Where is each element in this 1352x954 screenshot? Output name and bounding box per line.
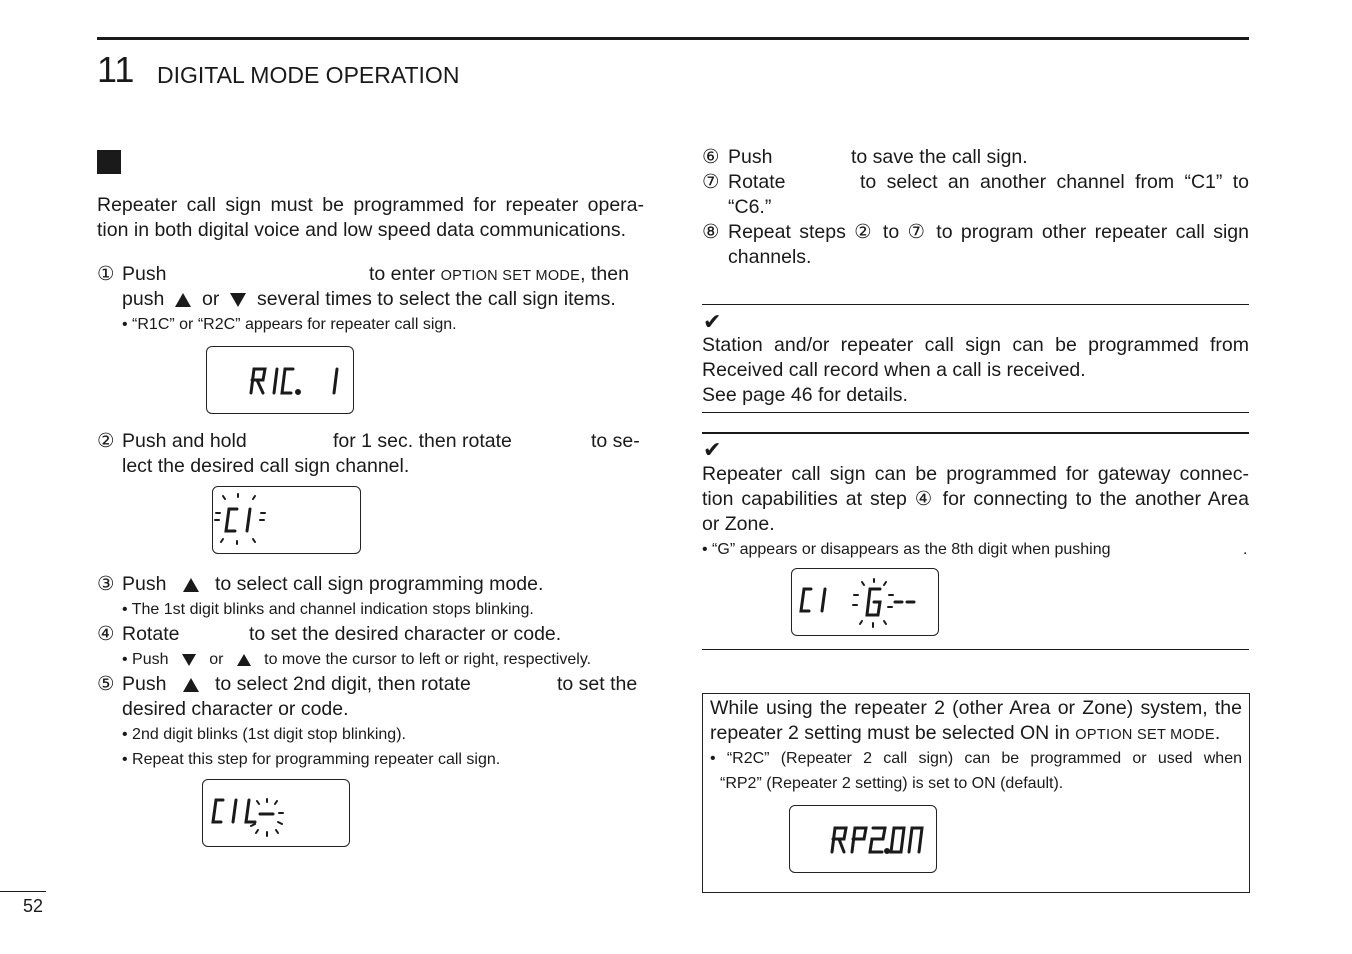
lcd-c1-g-glyphs (792, 569, 938, 635)
option-set-mode-label: OPTION SET MODE (1075, 727, 1215, 743)
box-bullet-1: • “R2C” (Repeater 2 call sign) can be programmed or used when (710, 750, 1242, 767)
down-key-icon (182, 654, 196, 666)
step-2-line-2: lect the desired call sign channel. (122, 455, 410, 477)
chapter-title: DIGITAL MODE OPERATION (157, 62, 460, 88)
up-key-icon (183, 578, 199, 592)
note-2-check-icon: ✔ (703, 437, 722, 462)
step-1-push: Push (122, 263, 167, 285)
note-2-line-2: tion capabilities at step ④ for connecting to the another Area (702, 488, 1249, 510)
step-4-number: ④ (97, 623, 115, 645)
note-1-check-icon: ✔ (703, 309, 722, 334)
box-line-1: While using the repeater 2 (other Area or Zone) system, the (710, 697, 1242, 719)
up-key-icon (237, 654, 251, 666)
repeater-2-info-box (702, 693, 1250, 893)
note-2-top-rule (702, 432, 1249, 434)
step-4-text: to set the desired character or code. (249, 623, 562, 645)
step-7-line-2: “C6.” (728, 196, 772, 218)
lcd-display-c1l (202, 779, 350, 847)
lcd-display-rp2-on (789, 805, 937, 873)
step-2-text-b: for 1 sec. then rotate (333, 430, 512, 452)
note-2-bottom-rule (702, 649, 1249, 650)
option-set-mode-label: OPTION SET MODE (440, 268, 581, 284)
intro-line-2: tion in both digital voice and low speed data communications. (97, 219, 626, 241)
lcd-c1l-glyphs (203, 780, 349, 846)
section-marker-square (97, 150, 121, 174)
lcd-rp2-on-glyphs (790, 806, 936, 872)
step-5-number: ⑤ (97, 673, 115, 695)
lcd-c1-blink-glyphs (213, 487, 360, 553)
step-2-text-c: to se- (591, 430, 640, 452)
box-bullet-2: “RP2” (Repeater 2 setting) is set to ON (default). (720, 775, 1064, 792)
step-4-rotate: Rotate (122, 623, 180, 645)
step-5-line-2: desired character or code. (122, 698, 349, 720)
note-2-period: . (1243, 541, 1248, 558)
step-8-line-2: channels. (728, 246, 812, 268)
lcd-display-c1-blink (212, 486, 361, 554)
note-1-bottom-rule (702, 412, 1249, 413)
up-key-icon (175, 293, 191, 307)
step-6-number: ⑥ (702, 146, 720, 168)
page-number-rule (0, 891, 46, 892)
step-5-text-b: to set the (557, 673, 638, 695)
up-key-icon (183, 678, 199, 692)
step-4-note: • Push or to move the cursor to left or right, respectively. (122, 651, 592, 668)
note-2-bullet: • “G” appears or disappears as the 8th digit when pushing (702, 541, 1111, 558)
step-8-number: ⑧ (702, 221, 720, 243)
step-3-line: Push to select call sign programming mode. (122, 573, 544, 595)
step-5-line: Push to select 2nd digit, then rotate (122, 673, 471, 695)
note-1-line-2: Received call record when a call is received. (702, 359, 1086, 381)
step-1-note: • “R1C” or “R2C” appears for repeater call sign. (122, 316, 457, 333)
step-6-text: to save the call sign. (851, 146, 1028, 168)
page-number: 52 (23, 896, 44, 916)
down-key-icon (230, 293, 246, 307)
step-1-line-2: push or several times to select the call sign items. (122, 288, 616, 310)
step-7-rotate: Rotate (728, 171, 786, 193)
note-2-line-1: Repeater call sign can be programmed for gateway connec- (702, 463, 1249, 485)
step-1-enter: to enter OPTION SET MODE, then (369, 263, 629, 285)
step-3-number: ③ (97, 573, 115, 595)
chapter-number: 11 (97, 49, 135, 90)
lcd-display-r1c (206, 346, 354, 414)
note-2-line-3: or Zone. (702, 513, 775, 535)
step-5-note-2: • Repeat this step for programming repeater call sign. (122, 751, 501, 768)
step-2-text-a: Push and hold (122, 430, 247, 452)
step-3-note: • The 1st digit blinks and channel indication stops blinking. (122, 601, 534, 618)
note-1-top-rule (702, 304, 1249, 305)
note-1-line-3: See page 46 for details. (702, 384, 908, 406)
lcd-r1c-glyphs (207, 347, 353, 413)
step-2-number: ② (97, 430, 115, 452)
step-7-text: to select an another channel from “C1” to (860, 171, 1249, 193)
step-5-note-1: • 2nd digit blinks (1st digit stop blinking). (122, 726, 406, 743)
lcd-display-c1-g (791, 568, 939, 636)
step-7-number: ⑦ (702, 171, 720, 193)
note-1-line-1: Station and/or repeater call sign can be programmed from (702, 334, 1249, 356)
intro-line-1: Repeater call sign must be programmed for repeater opera- (97, 194, 644, 216)
step-1-number: ① (97, 263, 115, 285)
step-6-push: Push (728, 146, 773, 168)
step-8-text: Repeat steps ② to ⑦ to program other repeater call sign (728, 221, 1249, 243)
box-line-2: repeater 2 setting must be selected ON in OPTION SET MODE. (710, 722, 1221, 744)
header-rule (97, 37, 1249, 40)
